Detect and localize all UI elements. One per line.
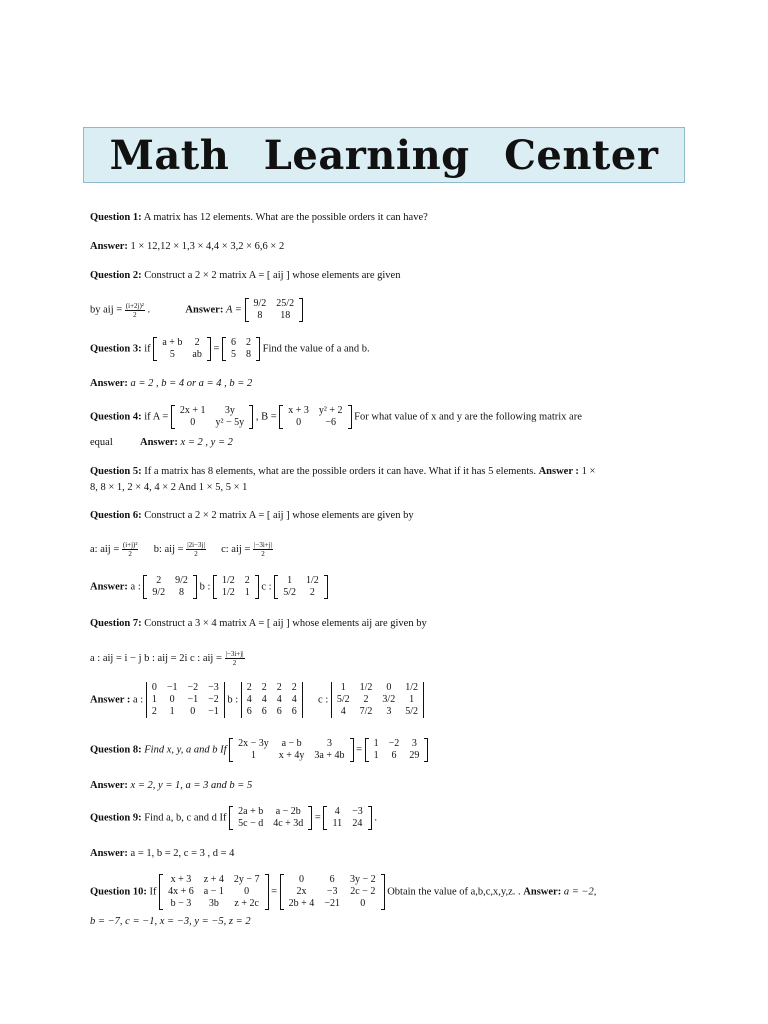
answer-label: Answer:: [90, 780, 128, 791]
period: .: [147, 304, 151, 316]
question-text: If: [149, 886, 157, 898]
question-3: [90, 337, 370, 361]
matrix-cell: −1: [166, 682, 178, 693]
matrix-cell: 1: [151, 694, 157, 705]
matrix-cell: 2c − 2: [350, 886, 376, 897]
matrix-cell: 1/2: [405, 682, 418, 693]
matrix-row: [327, 818, 367, 830]
question-8: [90, 738, 428, 762]
matrix-cell: 2: [246, 337, 252, 348]
matrix-row: [233, 750, 349, 762]
matrix-cell: 1/2: [359, 682, 373, 693]
question-9: [90, 806, 377, 830]
matrix-cell: 0: [190, 706, 196, 717]
fraction-numerator: |−3i+j|: [253, 541, 273, 549]
question-4: [90, 405, 582, 429]
matrix: [280, 874, 385, 910]
matrix-cell: 9/2: [253, 298, 267, 309]
fraction: [125, 302, 145, 319]
matrix-cell: x + 4y: [278, 750, 305, 761]
fraction-numerator: |−3i+j|: [225, 650, 244, 658]
answer-text: 1 ×: [581, 466, 596, 477]
matrix-body: [332, 682, 423, 718]
matrix-body: [327, 806, 367, 830]
matrix-row: [147, 587, 193, 599]
equals-sign: =: [356, 744, 363, 756]
answer-text: a = 1, b = 2, c = 3 , d = 4: [130, 848, 235, 859]
matrix-cell: 2: [244, 575, 250, 586]
matrix-cell: 3: [386, 706, 392, 717]
determinant: [331, 682, 424, 718]
question-text: if: [144, 343, 151, 355]
matrix-body: [147, 682, 224, 718]
matrix-cell: 4c + 3d: [273, 818, 304, 829]
matrix-cell: 0: [386, 682, 392, 693]
matrix-body: [163, 874, 264, 910]
matrix-body: [147, 575, 193, 599]
question-text: , B =: [255, 411, 277, 423]
matrix-cell: 6: [329, 874, 335, 885]
answer-text: 8, 8 × 1, 2 × 4, 4 × 2 And 1 × 5, 5 × 1: [90, 482, 248, 493]
question-label: Question 6:: [90, 510, 142, 521]
matrix-cell: 3/2: [382, 694, 396, 705]
matrix-cell: 0: [244, 886, 250, 897]
matrix-cell: 8: [246, 349, 252, 360]
def-c: c: aij =: [221, 543, 251, 555]
part-a: a :: [132, 694, 144, 706]
matrix-cell: 7/2: [359, 706, 373, 717]
question-5: [90, 466, 595, 477]
matrix-cell: 2y − 7: [233, 874, 260, 885]
matrix-cell: 3a + 4b: [314, 750, 345, 761]
matrix-cell: y² + 2: [318, 405, 343, 416]
matrix: [229, 806, 312, 830]
matrix-cell: 0: [298, 874, 304, 885]
answer-3: [90, 378, 252, 389]
matrix-cell: 1: [287, 575, 293, 586]
matrix-cell: 11: [332, 818, 343, 829]
answer-5: [90, 482, 247, 493]
matrix-row: [278, 587, 324, 599]
answer-text: a = 2 , b = 4 or a = 4 , b = 2: [130, 378, 253, 389]
matrix-cell: 2: [246, 682, 252, 693]
matrix-cell: z + 2c: [234, 898, 259, 909]
question-6: [90, 510, 414, 521]
answer-prefix: A =: [225, 304, 242, 316]
matrix-cell: 1/2: [221, 575, 235, 586]
def-b: b: aij =: [153, 543, 184, 555]
matrix-cell: 1: [250, 750, 256, 761]
matrix-cell: 5/2: [283, 587, 296, 598]
matrix-cell: 0: [151, 682, 157, 693]
matrix-row: [233, 738, 349, 750]
question-label: Question 2:: [90, 270, 142, 281]
matrix-cell: 0: [360, 898, 366, 909]
matrix-cell: 4: [246, 694, 252, 705]
question-label: Question 3:: [90, 343, 142, 355]
fraction-numerator: |2i−3j|: [187, 541, 205, 549]
question-label: Question 8:: [90, 744, 142, 756]
matrix-cell: 5c − d: [238, 818, 264, 829]
equals-sign: =: [213, 343, 220, 355]
fraction: [253, 541, 273, 558]
answer-text: x = 2 , y = 2: [180, 437, 233, 448]
matrix-cell: 0: [296, 417, 302, 428]
matrix-body: [157, 337, 207, 361]
matrix-row: [233, 806, 308, 818]
matrix-row: [163, 898, 264, 910]
fraction-numerator: (i+j)²: [122, 541, 138, 549]
matrix-cell: 2: [151, 706, 157, 717]
matrix-cell: 6: [246, 706, 252, 717]
matrix: [274, 575, 328, 599]
matrix-row: [283, 417, 347, 429]
matrix-cell: 1: [244, 587, 250, 598]
answer-label: Answer:: [140, 437, 178, 448]
matrix-cell: a − b: [281, 738, 302, 749]
matrix: [229, 738, 353, 762]
matrix-cell: x + 3: [170, 874, 192, 885]
part-b: b :: [199, 581, 211, 593]
matrix-body: [284, 874, 381, 910]
matrix-cell: −2: [208, 694, 219, 705]
fraction-denominator: 2: [261, 550, 265, 558]
answer-8: [90, 780, 252, 791]
answer-label: Answer:: [90, 581, 128, 593]
matrix-cell: a − 1: [203, 886, 224, 897]
matrix-row: [163, 886, 264, 898]
matrix-body: [217, 575, 255, 599]
question-label: Question 9:: [90, 812, 142, 824]
matrix: [171, 405, 253, 429]
matrix-row: [283, 405, 347, 417]
matrix-cell: 4: [334, 806, 340, 817]
matrix-cell: 0: [190, 417, 196, 428]
matrix-row: [147, 575, 193, 587]
question-7-defs: [90, 650, 245, 667]
matrix-row: [284, 886, 381, 898]
fraction-denominator: 2: [133, 310, 137, 319]
question-text: equal: [90, 437, 113, 448]
answer-label: Answer :: [90, 694, 131, 706]
matrix-row: [332, 694, 423, 706]
matrix-row: [332, 706, 423, 718]
matrix-row: [278, 575, 324, 587]
matrix-cell: y² − 5y: [215, 417, 245, 428]
question-label: Question 10:: [90, 886, 147, 898]
question-text: Find a, b, c and d If: [144, 812, 227, 824]
part-a: a :: [130, 581, 141, 593]
matrix: [222, 337, 260, 361]
matrix-cell: −6: [325, 417, 337, 428]
matrix-cell: −1: [187, 694, 199, 705]
matrix-row: [249, 310, 300, 322]
matrix-cell: −21: [324, 898, 340, 909]
question-label: Question 4:: [90, 411, 142, 423]
fraction-numerator: (i+2j)²: [125, 301, 144, 310]
determinant: [146, 682, 225, 718]
matrix-row: [242, 694, 302, 706]
matrix-cell: 2a + b: [238, 806, 264, 817]
matrix-cell: 1: [340, 682, 346, 693]
matrix-cell: 2x: [296, 886, 307, 897]
matrix-cell: −2: [187, 682, 199, 693]
page-title: Math Learning Center: [109, 132, 659, 179]
answer-label: Answer:: [90, 241, 128, 252]
question-text: A matrix has 12 elements. What are the possible orders it can have?: [143, 212, 428, 223]
question-text: Find the value of a and b.: [262, 343, 370, 355]
matrix-cell: 9/2: [175, 575, 188, 586]
matrix-cell: 2x + 1: [179, 405, 206, 416]
question-text: Find x, y, a and b If: [144, 744, 227, 756]
matrix-row: [327, 806, 367, 818]
matrix-cell: 6: [291, 706, 297, 717]
matrix-cell: 2x − 3y: [238, 738, 269, 749]
question-label: Question 5:: [90, 466, 142, 477]
equals-sign: =: [271, 886, 278, 898]
matrix-cell: 3y: [224, 405, 235, 416]
matrix-cell: 3y − 2: [349, 874, 376, 885]
matrix-body: [369, 738, 425, 762]
matrix-cell: 1: [409, 694, 415, 705]
matrix: [323, 806, 371, 830]
matrix: [153, 337, 211, 361]
matrix-cell: 18: [280, 310, 291, 321]
matrix-cell: −1: [208, 706, 219, 717]
matrix-body: [249, 298, 300, 322]
matrix-cell: ab: [192, 349, 202, 360]
matrix-cell: 8: [257, 310, 263, 321]
matrix-body: [233, 738, 349, 762]
matrix-cell: 5: [231, 349, 237, 360]
matrix-row: [175, 417, 249, 429]
matrix-cell: 3b: [208, 898, 219, 909]
question-text: Construct a 2 × 2 matrix A = [ aij ] whose elements are given by: [144, 510, 414, 521]
part-c: c :: [261, 581, 272, 593]
period: .: [374, 812, 377, 824]
matrix-cell: 9/2: [152, 587, 166, 598]
matrix-row: [284, 898, 381, 910]
matrix-cell: 1/2: [306, 575, 319, 586]
matrix-row: [157, 337, 207, 349]
part-b: b :: [227, 694, 239, 706]
answer-label: Answer :: [538, 466, 579, 477]
matrix-cell: 6: [391, 750, 397, 761]
matrix-row: [147, 706, 224, 718]
matrix-cell: b − 3: [170, 898, 192, 909]
matrix-cell: 2: [309, 587, 315, 598]
answer-text: b = −7, c = −1, x = −3, y = −5, z = 2: [90, 916, 251, 927]
matrix-cell: 2: [363, 694, 369, 705]
part-c: c :: [318, 694, 329, 706]
matrix-cell: 24: [352, 818, 363, 829]
answer-label: Answer:: [90, 848, 128, 859]
matrix-cell: 8: [179, 587, 185, 598]
fraction: [186, 541, 206, 558]
matrix-cell: −2: [388, 738, 400, 749]
question-6-defs: [90, 541, 273, 558]
matrix-row: [284, 874, 381, 886]
matrix-row: [369, 750, 425, 762]
matrix-row: [226, 337, 256, 349]
matrix-row: [157, 349, 207, 361]
matrix-body: [233, 806, 308, 830]
question-text: If a matrix has 8 elements, what are the possible orders it can have. What if it has 5 elements.: [144, 466, 536, 477]
matrix: [159, 874, 268, 910]
matrix-cell: 1: [373, 750, 379, 761]
matrix-cell: 4: [276, 694, 282, 705]
matrix-row: [249, 298, 300, 310]
matrix-cell: −3: [352, 806, 363, 817]
formula-prefix: by aij =: [90, 304, 123, 316]
determinant: [241, 682, 303, 718]
answer-9: [90, 848, 234, 859]
question-text: Construct a 2 × 2 matrix A = [ aij ] whose elements are given: [144, 270, 401, 281]
matrix-cell: 5/2: [336, 694, 350, 705]
equals-sign: =: [314, 812, 321, 824]
matrix-cell: 2: [291, 682, 297, 693]
matrix-cell: a − 2b: [275, 806, 301, 817]
question-text: Construct a 3 × 4 matrix A = [ aij ] whose elements aij are given by: [144, 618, 427, 629]
matrix-body: [242, 682, 302, 718]
matrix-cell: 0: [169, 694, 175, 705]
matrix-cell: 6: [231, 337, 237, 348]
matrix-body: [175, 405, 249, 429]
matrix: [279, 405, 351, 429]
matrix-cell: 4: [261, 694, 267, 705]
matrix: [365, 738, 429, 762]
question-label: Question 7:: [90, 618, 142, 629]
matrix-cell: 1: [169, 706, 175, 717]
matrix-row: [242, 682, 302, 694]
matrix-row: [332, 682, 423, 694]
matrix-cell: 6: [276, 706, 282, 717]
fraction-denominator: 2: [128, 550, 132, 558]
matrix-cell: 4x + 6: [168, 886, 194, 897]
matrix: [143, 575, 197, 599]
matrix-row: [175, 405, 249, 417]
answer-label: Answer:: [90, 378, 128, 389]
matrix-cell: 2: [194, 337, 200, 348]
matrix-cell: 1/2: [221, 587, 235, 598]
answer-6: [90, 575, 328, 599]
matrix-row: [242, 706, 302, 718]
answer-text: a = −2,: [563, 886, 597, 898]
answer-1: [90, 241, 284, 252]
answer-label: Answer:: [185, 304, 224, 316]
matrix-cell: −3: [326, 886, 338, 897]
matrix-cell: 1: [373, 738, 379, 749]
answer-7: [90, 682, 424, 718]
matrix-row: [226, 349, 256, 361]
matrix-body: [278, 575, 324, 599]
matrix-cell: z + 4: [203, 874, 224, 885]
fraction: [225, 650, 245, 667]
answer-text: x = 2, y = 1, a = 3 and b = 5: [130, 780, 253, 791]
matrix-row: [217, 587, 255, 599]
matrix-cell: 4: [291, 694, 297, 705]
matrix-cell: 25/2: [276, 298, 295, 309]
question-text: if A =: [144, 411, 169, 423]
answer-10: [90, 916, 251, 927]
def-a: a: aij =: [90, 543, 120, 555]
matrix-body: [283, 405, 347, 429]
matrix-row: [217, 575, 255, 587]
matrix-body: [226, 337, 256, 361]
matrix-row: [369, 738, 425, 750]
title-box: [83, 127, 685, 183]
matrix: [245, 298, 304, 322]
matrix-cell: 5/2: [405, 706, 418, 717]
question-1: [90, 212, 428, 223]
answer-label: Answer:: [523, 886, 562, 898]
answer-text: 1 × 12,12 × 1,3 × 4,4 × 3,2 × 6,6 × 2: [130, 241, 285, 252]
matrix-row: [147, 694, 224, 706]
fraction: [122, 541, 139, 558]
fraction-denominator: 2: [194, 550, 198, 558]
definitions: a : aij = i − j b : aij = 2i c : aij =: [90, 652, 222, 664]
matrix-cell: 29: [409, 750, 420, 761]
matrix-cell: x + 3: [288, 405, 309, 416]
matrix-cell: 4: [340, 706, 346, 717]
question-label: Question 1:: [90, 212, 142, 223]
fraction-denominator: 2: [232, 659, 237, 667]
matrix-row: [233, 818, 308, 830]
matrix-cell: 2: [276, 682, 282, 693]
matrix-cell: 2b + 4: [288, 898, 315, 909]
question-2-formula: [90, 298, 303, 322]
matrix-row: [147, 682, 224, 694]
matrix: [213, 575, 259, 599]
question-7: [90, 618, 427, 629]
matrix-cell: 5: [169, 349, 175, 360]
matrix-row: [163, 874, 264, 886]
matrix-cell: 2: [156, 575, 162, 586]
answer-4: [90, 437, 233, 448]
matrix-cell: a + b: [162, 337, 183, 348]
matrix-cell: 6: [261, 706, 267, 717]
question-2: [90, 270, 400, 281]
matrix-cell: 3: [411, 738, 417, 749]
question-10: [90, 874, 596, 910]
question-text: Obtain the value of a,b,c,x,y,z. .: [387, 886, 521, 898]
question-text: For what value of x and y are the following matrix are: [354, 411, 582, 423]
matrix-cell: 3: [326, 738, 332, 749]
matrix-cell: −3: [208, 682, 219, 693]
matrix-cell: 2: [261, 682, 267, 693]
